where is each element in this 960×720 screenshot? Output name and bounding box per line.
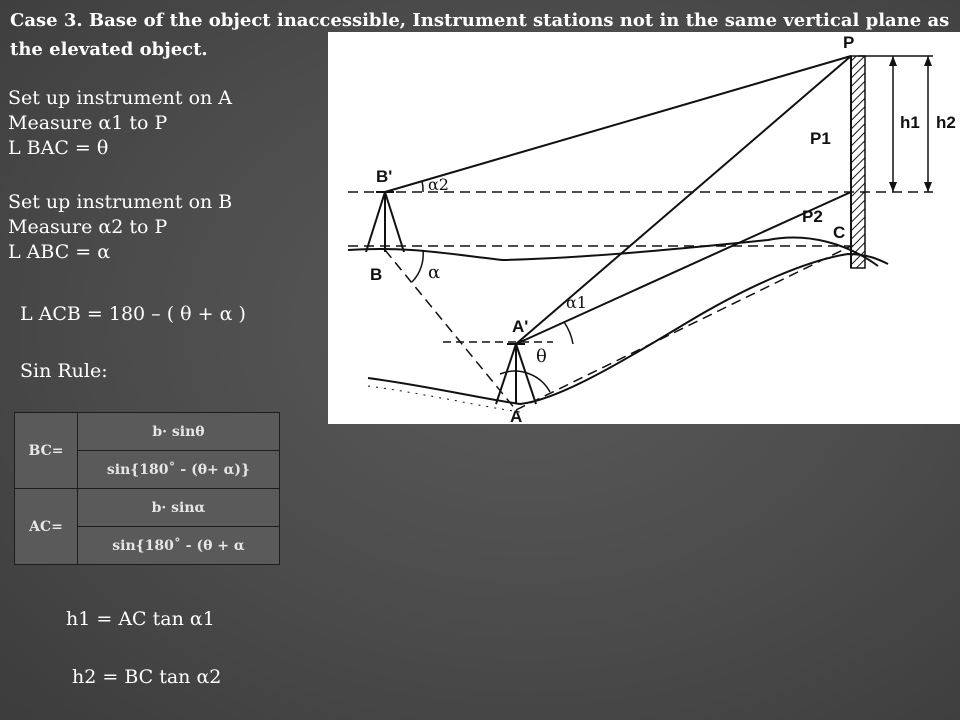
label-a-prime: A' [512, 317, 529, 336]
station-a-measure: Measure α1 to P [8, 112, 168, 134]
label-alpha1: α1 [566, 293, 587, 312]
alpha-arc [412, 250, 423, 282]
station-a-steps [8, 86, 232, 161]
sight-line-b-to-p [385, 56, 851, 192]
sight-line-a-to-p1 [516, 192, 851, 344]
arrowhead [889, 56, 897, 66]
label-c: C [833, 223, 846, 242]
bc-label: BC= [15, 413, 78, 489]
building-wall [851, 56, 865, 268]
tripod-b [366, 192, 404, 252]
ac-denominator: sin{180˚ - (θ + α [78, 527, 280, 565]
table-row [15, 489, 280, 527]
station-b-setup: Set up instrument on B [8, 191, 233, 213]
sin-rule-label: Sin Rule: [20, 360, 108, 382]
ac-label: AC= [15, 489, 78, 565]
label-h1: h1 [900, 113, 920, 132]
label-theta: θ [536, 346, 547, 367]
sine-rule-table [14, 412, 280, 565]
label-a: A [510, 407, 523, 424]
alpha2-arc [422, 181, 423, 192]
station-b-steps [8, 190, 232, 265]
theta-arc [500, 371, 550, 392]
ac-numerator: b· sinα [78, 489, 280, 527]
arrowhead [889, 182, 897, 192]
label-p2: P2 [802, 207, 823, 226]
base-line-ab [385, 250, 516, 410]
angle-bac: L BAC = θ [8, 137, 109, 159]
label-h2: h2 [936, 113, 956, 132]
station-b-measure: Measure α2 to P [8, 216, 168, 238]
label-p: P [843, 33, 855, 52]
station-a-setup: Set up instrument on A [8, 87, 233, 109]
bc-denominator: sin{180˚ - (θ+ α)} [78, 451, 280, 489]
label-b-prime: B' [376, 167, 393, 186]
arrowhead [924, 56, 932, 66]
bc-numerator: b· sinθ [78, 413, 280, 451]
label-b: B [370, 265, 383, 284]
h1-formula: h1 = AC tan α1 [66, 608, 215, 630]
angle-abc: L ABC = α [8, 241, 111, 263]
label-alpha: α [428, 262, 441, 283]
slide-title: Case 3. Base of the object inaccessible, Instrument stations not in the same vertical plane as the elevated object. [10, 10, 950, 60]
arrowhead [924, 182, 932, 192]
angle-acb-formula: L ACB = 180 – ( θ + α ) [20, 303, 246, 325]
table-row [15, 413, 280, 451]
survey-diagram-svg [328, 32, 960, 424]
alpha1-arc [564, 322, 573, 344]
ground-profile-a [368, 254, 888, 404]
label-p1: P1 [810, 129, 831, 148]
base-line-ac [516, 246, 851, 410]
h2-formula: h2 = BC tan α2 [72, 666, 222, 688]
survey-diagram [328, 32, 960, 424]
label-alpha2: α2 [428, 175, 449, 194]
